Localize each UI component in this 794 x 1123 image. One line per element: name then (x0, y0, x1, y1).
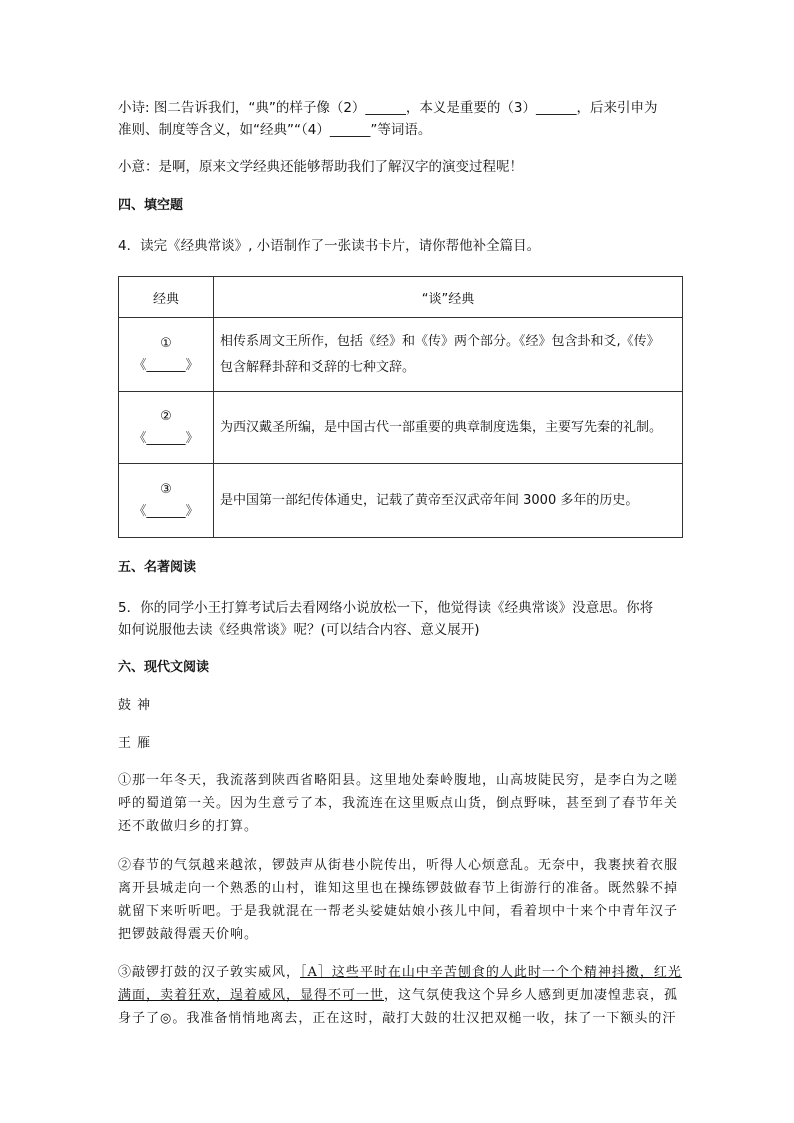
table-row (119, 464, 683, 538)
description-cell (214, 392, 683, 464)
section-4-heading: 四、填空题 (118, 198, 184, 213)
question-5-line-2: 如何说服他去读《经典常谈》呢？(可以结合内容、意义展开) (118, 622, 480, 638)
paragraph-3-line (118, 961, 683, 985)
book-name-cell (119, 464, 214, 538)
table-header-row (119, 277, 683, 318)
question-5-line-1: 5．你的同学小王打算考试后去看网络小说放松一下，他觉得读《经典常谈》没意思。你将 (118, 600, 654, 616)
description-line: 相传系周文王所作，包括《经》和《传》两个部分。《经》包含卦和爻,《传》 (220, 333, 660, 349)
article-title: 鼓 神 (118, 698, 152, 713)
paragraph-2-line: 就留下来听听吧。于是我就混在一帮老头娑婕姑娘小孩儿中间，看着坝中十来个中青年汉子 (118, 904, 679, 919)
book-name-cell (119, 392, 214, 464)
paragraph-3-text: ，这气氛使我这个异乡人感到更加凄惶悲哀，孤 (384, 988, 679, 1003)
row-number: ① (160, 335, 172, 351)
reading-card-table (118, 276, 683, 538)
dialogue-line-3: 小意：是啊，原来文学经典还能够帮助我们了解汉字的演变过程呢！ (118, 159, 523, 175)
paragraph-2-line: 把锣鼓敲得震天价响。 (118, 927, 259, 942)
book-name-blank[interactable]: 《______》 (133, 357, 199, 373)
description-line: 为西汉戴圣所编，是中国古代一部重要的典章制度选集，主要写先秦的礼制。 (220, 419, 663, 435)
paragraph-2-line: ②春节的气氛越来越浓，锣鼓声从街巷小院传出，听得人心烦意乱。无奈中，我裹挟着衣服 (118, 858, 679, 873)
table-row (119, 392, 683, 464)
question-4: 4．读完《经典常谈》, 小语制作了一张读书卡片，请你帮他补全篇目。 (118, 238, 541, 254)
description-cell (214, 464, 683, 538)
description-line: 包含解释卦辞和爻辞的七种文辞。 (220, 359, 416, 375)
paragraph-1-line: ①那一年冬天，我流落到陕西省略阳县。这里地处秦岭腹地，山高坡陡民穷，是李白为之嗟 (118, 773, 679, 788)
paragraph-3-text: ③敲锣打鼓的汉子敦实威风， (118, 965, 301, 980)
dialogue-line-2: 准则、制度等含义，如“经典”“（4）______”等词语。 (118, 122, 432, 138)
underlined-passage-a: 满面，卖着狂欢，逞着威风，显得不可一世 (118, 988, 385, 1003)
book-name-blank[interactable]: 《______》 (133, 430, 199, 446)
section-6-heading: 六、现代文阅读 (118, 660, 210, 675)
table-header-classic: 经典 (119, 277, 214, 318)
dialogue-line-1: 小诗: 图二告诉我们，“典”的样子像（2）______，本义是重要的（3）______，后来引申为 (118, 100, 658, 116)
row-number: ③ (160, 481, 172, 497)
description-cell (214, 318, 683, 392)
section-5-heading: 五、名著阅读 (118, 560, 197, 575)
paragraph-2-line: 离开县城走向一个熟悉的山村，谁知这里也在操练锣鼓做春节上街游行的准备。既然躲不掉 (118, 881, 679, 896)
book-name-blank[interactable]: 《______》 (133, 503, 199, 519)
article-author: 王 雁 (118, 736, 152, 751)
paragraph-1-line: 呼的蜀道第一关。因为生意亏了本，我流连在这里贩点山货，倒点野味，甚至到了春节年关 (118, 796, 679, 811)
book-name-cell (119, 318, 214, 392)
row-number: ② (160, 408, 172, 424)
underlined-passage-a: ［A］这些平时在山中辛苦刨食的人此时一个个精神抖擞，红光 (300, 965, 682, 980)
table-row (119, 318, 683, 392)
paragraph-3-line: 身子了◎。我准备悄悄地离去，正在这时，敲打大鼓的壮汉把双槌一收，抹了一下额头的汗 (118, 1011, 677, 1026)
table-header-talk: “谈”经典 (214, 277, 683, 318)
paragraph-1-line: 还不敢做归乡的打算。 (118, 819, 259, 834)
paragraph-3-line (118, 984, 683, 1008)
description-line: 是中国第一部纪传体通史，记载了黄帝至汉武帝年间 3000 多年的历史。 (220, 492, 639, 508)
